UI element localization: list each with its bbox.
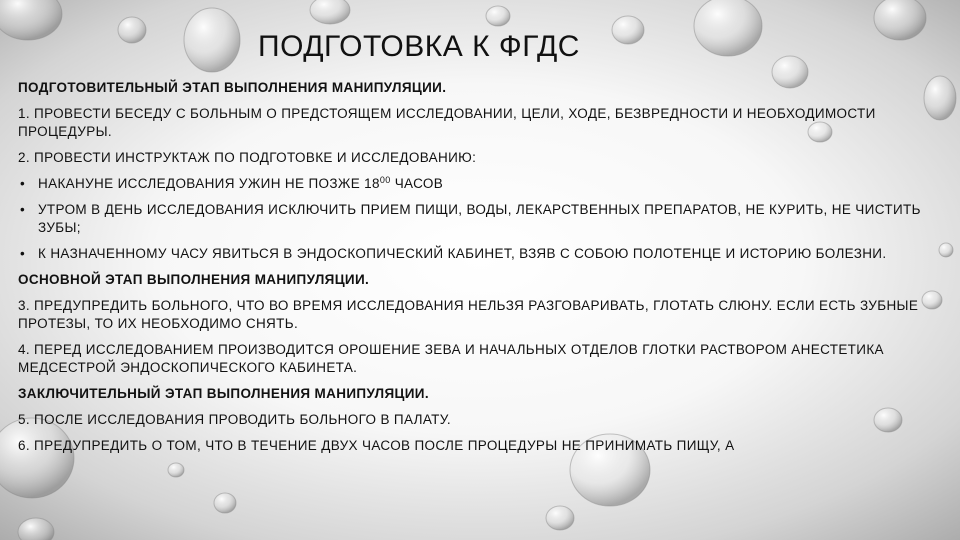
step-item: 3. ПРЕДУПРЕДИТЬ БОЛЬНОГО, ЧТО ВО ВРЕМЯ ИССЛЕДОВАНИЯ НЕЛЬЗЯ РАЗГОВАРИВАТЬ, ГЛОТАТЬ СЛЮНУ. ЕСЛИ ЕСТЬ ЗУБНЫЕ ПРОТЕЗЫ, ТО ИХ НЕОБХОДИМО СНЯТЬ. xyxy=(18,298,919,331)
section-final xyxy=(18,385,943,455)
slide-title: ПОДГОТОВКА К ФГДС xyxy=(258,30,580,63)
bullet-marker: • xyxy=(20,246,26,261)
bullet-text: К НАЗНАЧЕННОМУ ЧАСУ ЯВИТЬСЯ В ЭНДОСКОПИЧЕСКИЙ КАБИНЕТ, ВЗЯВ С СОБОЮ ПОЛОТЕНЦЕ И ИСТОРИЮ БОЛЕЗНИ. xyxy=(38,246,887,261)
bullet-text-tail: ЧАСОВ xyxy=(390,176,444,191)
step-item: 5. ПОСЛЕ ИССЛЕДОВАНИЯ ПРОВОДИТЬ БОЛЬНОГО В ПАЛАТУ. xyxy=(18,412,451,427)
section-main xyxy=(18,271,943,377)
bullet-text: УТРОМ В ДЕНЬ ИССЛЕДОВАНИЯ ИСКЛЮЧИТЬ ПРИЕМ ПИЩИ, ВОДЫ, ЛЕКАРСТВЕННЫХ ПРЕПАРАТОВ, НЕ КУРИТЬ, НЕ ЧИСТИТЬ ЗУБЫ; xyxy=(38,202,921,235)
bullet-item xyxy=(18,175,943,193)
step-item: 1. ПРОВЕСТИ БЕСЕДУ С БОЛЬНЫМ О ПРЕДСТОЯЩЕМ ИССЛЕДОВАНИИ, ЦЕЛИ, ХОДЕ, БЕЗВРЕДНОСТИ И НЕОБХОДИМОСТИ ПРОЦЕДУРЫ. xyxy=(18,106,876,139)
bullet-marker: • xyxy=(20,176,26,191)
slide-content xyxy=(18,79,943,463)
section-heading: ЗАКЛЮЧИТЕЛЬНЫЙ ЭТАП ВЫПОЛНЕНИЯ МАНИПУЛЯЦИИ. xyxy=(18,386,429,401)
bullet-marker: • xyxy=(20,202,26,217)
step-item: 4. ПЕРЕД ИССЛЕДОВАНИЕМ ПРОИЗВОДИТСЯ ОРОШЕНИЕ ЗЕВА И НАЧАЛЬНЫХ ОТДЕЛОВ ГЛОТКИ РАСТВОРОМ АНЕСТЕТИКА МЕДСЕСТРОЙ ЭНДОСКОПИЧЕСКОГО КАБИНЕТА. xyxy=(18,342,884,375)
step-item: 6. ПРЕДУПРЕДИТЬ О ТОМ, ЧТО В ТЕЧЕНИЕ ДВУХ ЧАСОВ ПОСЛЕ ПРОЦЕДУРЫ НЕ ПРИНИМАТЬ ПИЩУ, А xyxy=(18,438,735,453)
section-heading: ПОДГОТОВИТЕЛЬНЫЙ ЭТАП ВЫПОЛНЕНИЯ МАНИПУЛЯЦИИ. xyxy=(18,80,447,95)
bullet-text: НАКАНУНЕ ИССЛЕДОВАНИЯ УЖИН НЕ ПОЗЖЕ 18 xyxy=(38,176,380,191)
bullet-item xyxy=(18,245,943,263)
bullet-item xyxy=(18,201,943,237)
section-heading: ОСНОВНОЙ ЭТАП ВЫПОЛНЕНИЯ МАНИПУЛЯЦИИ. xyxy=(18,272,370,287)
step-item: 2. ПРОВЕСТИ ИНСТРУКТАЖ ПО ПОДГОТОВКЕ И ИССЛЕДОВАНИЮ: xyxy=(18,150,477,165)
time-superscript: 00 xyxy=(379,175,391,185)
section-preparatory xyxy=(18,79,943,263)
